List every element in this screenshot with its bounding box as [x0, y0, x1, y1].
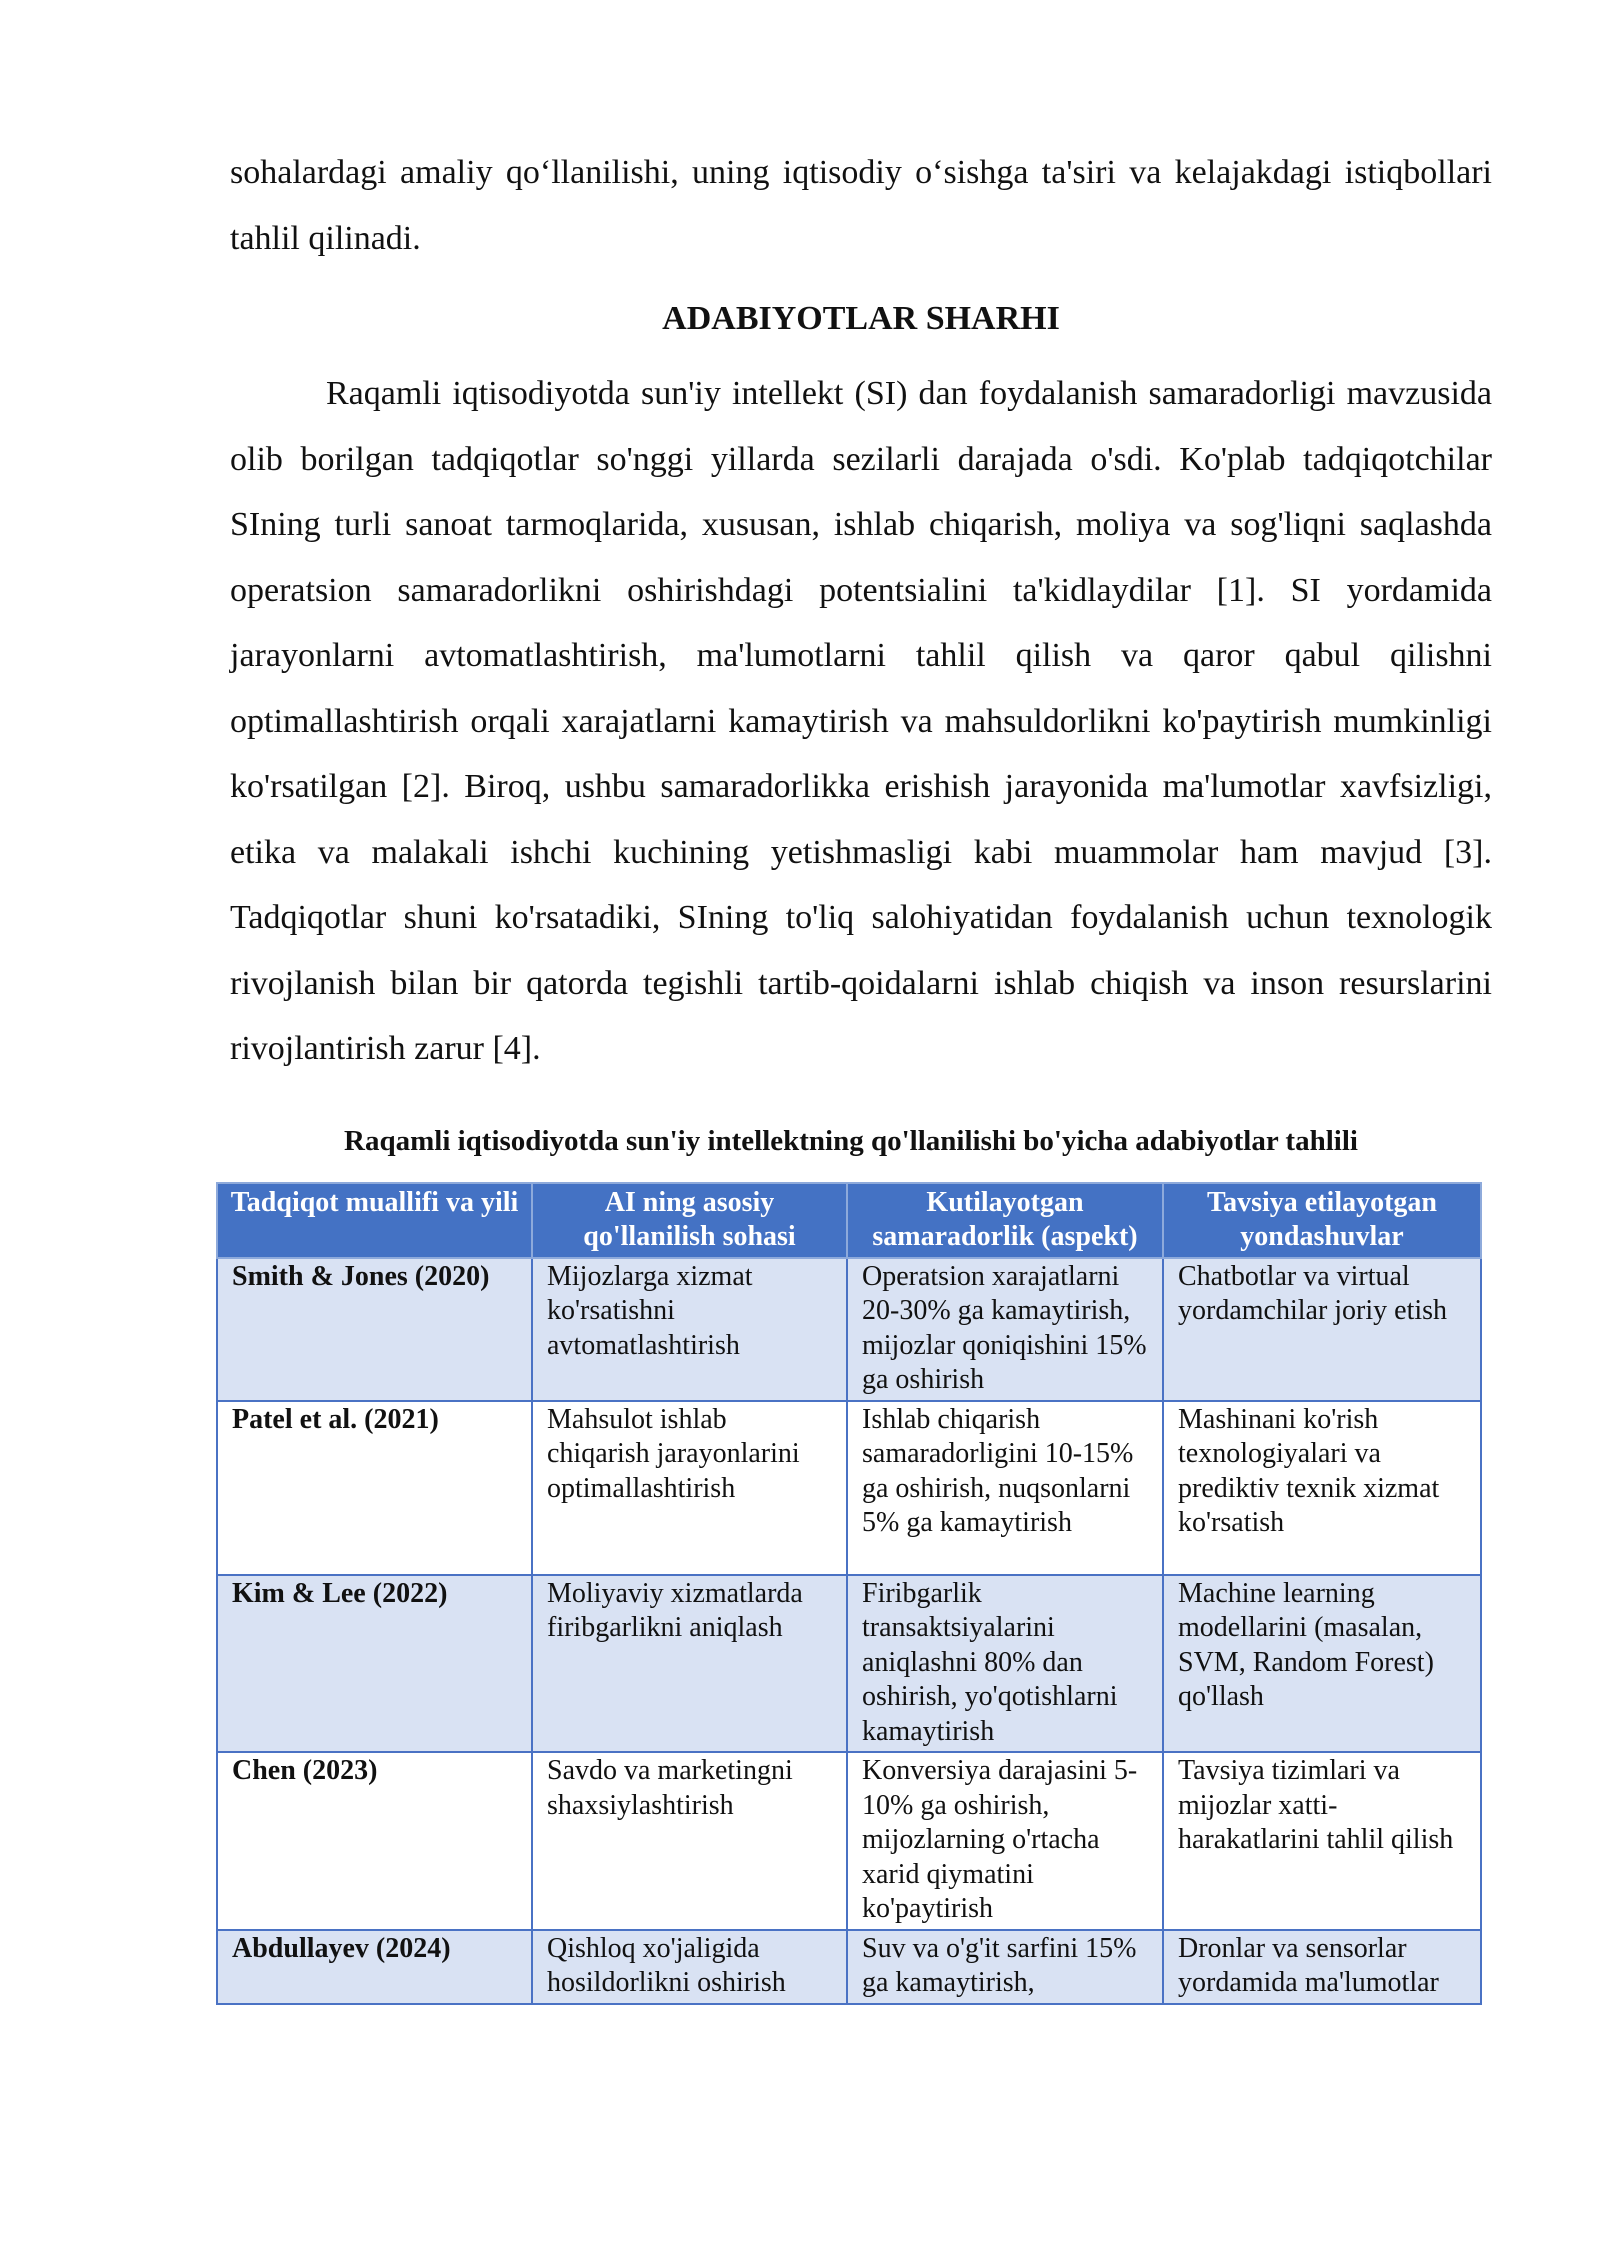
cell-application-area: Moliyaviy xizmatlarda firibgarlikni aniqlash [532, 1575, 847, 1753]
cell-application-area: Savdo va marketingni shaxsiylashtirish [532, 1752, 847, 1930]
document-page [230, 140, 1492, 2005]
cell-application-area: Mahsulot ishlab chiqarish jarayonlarini optimallashtirish [532, 1401, 847, 1575]
cell-expected-efficiency: Operatsion xarajatlarni 20-30% ga kamaytirish, mijozlar qoniqishini 15% ga oshirish [847, 1258, 1163, 1401]
cell-expected-efficiency: Firibgarlik transaktsiyalarini aniqlashni 80% dan oshirish, yo'qotishlarni kamaytirish [847, 1575, 1163, 1753]
header-author: Tadqiqot muallifi va yili [217, 1183, 532, 1258]
cell-author: Kim & Lee (2022) [217, 1575, 532, 1753]
cell-expected-efficiency: Konversiya darajasini 5-10% ga oshirish, mijozlarning o'rtacha xarid qiymatini ko'paytirish [847, 1752, 1163, 1930]
header-expected-efficiency: Kutilayotgan samaradorlik (aspekt) [847, 1183, 1163, 1258]
cell-recommended-approaches: Dronlar va sensorlar yordamida ma'lumotlar [1163, 1930, 1481, 2004]
literature-table [216, 1182, 1482, 2005]
table-header-row [217, 1183, 1481, 1258]
body-paragraph: Raqamli iqtisodiyotda sun'iy intellekt (SI) dan foydalanish samaradorligi mavzusida olib borilgan tadqiqotlar so'nggi yillarda sezilarli darajada o'sdi. Ko'plab tadqiqotchilar SIning turli sanoat tarmoqlarida, xususan, ishlab chiqarish, moliya va sog'liqni saqlashda operatsion samaradorlikni oshirishdagi potentsialini ta'kidlaydilar [1]. SI yordamida jarayonlarni avtomatlashtirish, ma'lumotlarni tahlil qilish va qaror qabul qilishni optimallashtirish orqali xarajatlarni kamaytirish va mahsuldorlikni ko'paytirish mumkinligi ko'rsatilgan [2]. Biroq, ushbu samaradorlikka erishish jarayonida ma'lumotlar xavfsizligi, etika va malakali ishchi kuchining yetishmasligi kabi muammolar ham mavjud [3]. Tadqiqotlar shuni ko'rsatadiki, SIning to'liq salohiyatidan foydalanish uchun texnologik rivojlanish bilan bir qatorda tegishli tartib-qoidalarni ishlab chiqish va inson resurslarini rivojlantirish zarur [4]. [230, 375, 1492, 1067]
section-heading: ADABIYOTLAR SHARHI [662, 300, 1060, 337]
table-row [217, 1752, 1481, 1930]
cell-recommended-approaches: Mashinani ko'rish texnologiyalari va prediktiv texnik xizmat ko'rsatish [1163, 1401, 1481, 1575]
cell-author: Patel et al. (2021) [217, 1401, 532, 1575]
cell-application-area: Qishloq xo'jaligida hosildorlikni oshirish [532, 1930, 847, 2004]
cell-expected-efficiency: Suv va o'g'it sarfini 15% ga kamaytirish, [847, 1930, 1163, 2004]
header-application-area: AI ning asosiy qo'llanilish sohasi [532, 1183, 847, 1258]
intro-paragraph: sohalardagi amaliy qo‘llanilishi, uning iqtisodiy o‘sishga ta'siri va kelajakdagi istiqbollari tahlil qilinadi. [230, 154, 1492, 257]
table-caption: Raqamli iqtisodiyotda sun'iy intellektning qo'llanilishi bo'yicha adabiyotlar tahlili [344, 1124, 1358, 1157]
table-row [217, 1930, 1481, 2004]
cell-author: Abdullayev (2024) [217, 1930, 532, 2004]
cell-expected-efficiency: Ishlab chiqarish samaradorligini 10-15% ga oshirish, nuqsonlarni 5% ga kamaytirish [847, 1401, 1163, 1575]
cell-author: Chen (2023) [217, 1752, 532, 1930]
cell-recommended-approaches: Tavsiya tizimlari va mijozlar xatti-harakatlarini tahlil qilish [1163, 1752, 1481, 1930]
table-row [217, 1258, 1481, 1401]
table-row [217, 1575, 1481, 1753]
cell-application-area: Mijozlarga xizmat ko'rsatishni avtomatlashtirish [532, 1258, 847, 1401]
cell-recommended-approaches: Machine learning modellarini (masalan, SVM, Random Forest) qo'llash [1163, 1575, 1481, 1753]
header-recommended-approaches: Tavsiya etilayotgan yondashuvlar [1163, 1183, 1481, 1258]
table-row [217, 1401, 1481, 1575]
cell-recommended-approaches: Chatbotlar va virtual yordamchilar joriy etish [1163, 1258, 1481, 1401]
cell-author: Smith & Jones (2020) [217, 1258, 532, 1401]
